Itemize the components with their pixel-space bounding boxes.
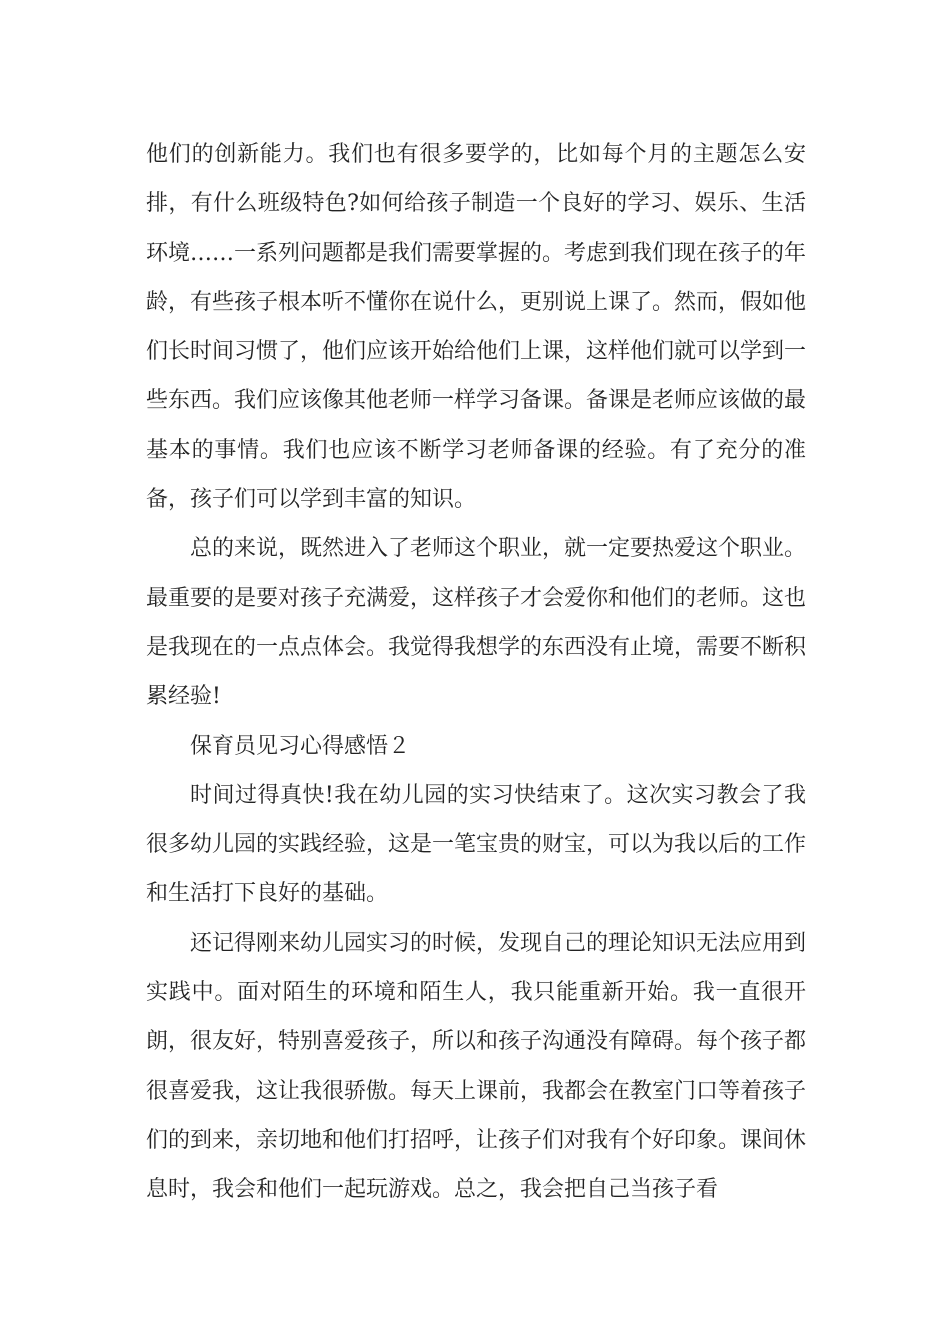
paragraph-continuation: 他们的创新能力。我们也有很多要学的，比如每个月的主题怎么安排，有什么班级特色?如何给孩子制造一个良好的学习、娱乐、生活环境……一系列问题都是我们需要掌握的。考虑到我们现在孩子的年龄，有些孩子根本听不懂你在说什么，更别说上课了。然而，假如他们长时间习惯了，他们应该开始给他们上课，这样他们就可以学到一些东西。我们应该像其他老师一样学习备课。备课是老师应该做的最基本的事情。我们也应该不断学习老师备课的经验。有了充分的准备，孩子们可以学到丰富的知识。	[146, 142, 807, 513]
document-body	[146, 130, 806, 1215]
section-heading: 保育员见习心得感悟２	[190, 733, 411, 759]
paragraph-summary: 总的来说，既然进入了老师这个职业，就一定要热爱这个职业。最重要的是要对孩子充满爱，这样孩子才会爱你和他们的老师。这也是我现在的一点点体会。我觉得我想学的东西没有止境，需要不断积累经验!	[146, 536, 807, 710]
paragraph-intro: 时间过得真快!我在幼儿园的实习快结束了。这次实习教会了我很多幼儿园的实践经验，这是一笔宝贵的财宝，可以为我以后的工作和生活打下良好的基础。	[146, 782, 807, 907]
paragraph-experience: 还记得刚来幼儿园实习的时候，发现自己的理论知识无法应用到实践中。面对陌生的环境和陌生人，我只能重新开始。我一直很开朗，很友好，特别喜爱孩子，所以和孩子沟通没有障碍。每个孩子都很喜爱我，这让我很骄傲。每天上课前，我都会在教室门口等着孩子们的到来，亲切地和他们打招呼，让孩子们对我有个好印象。课间休息时，我会和他们一起玩游戏。总之，我会把自己当孩子看	[146, 930, 807, 1203]
